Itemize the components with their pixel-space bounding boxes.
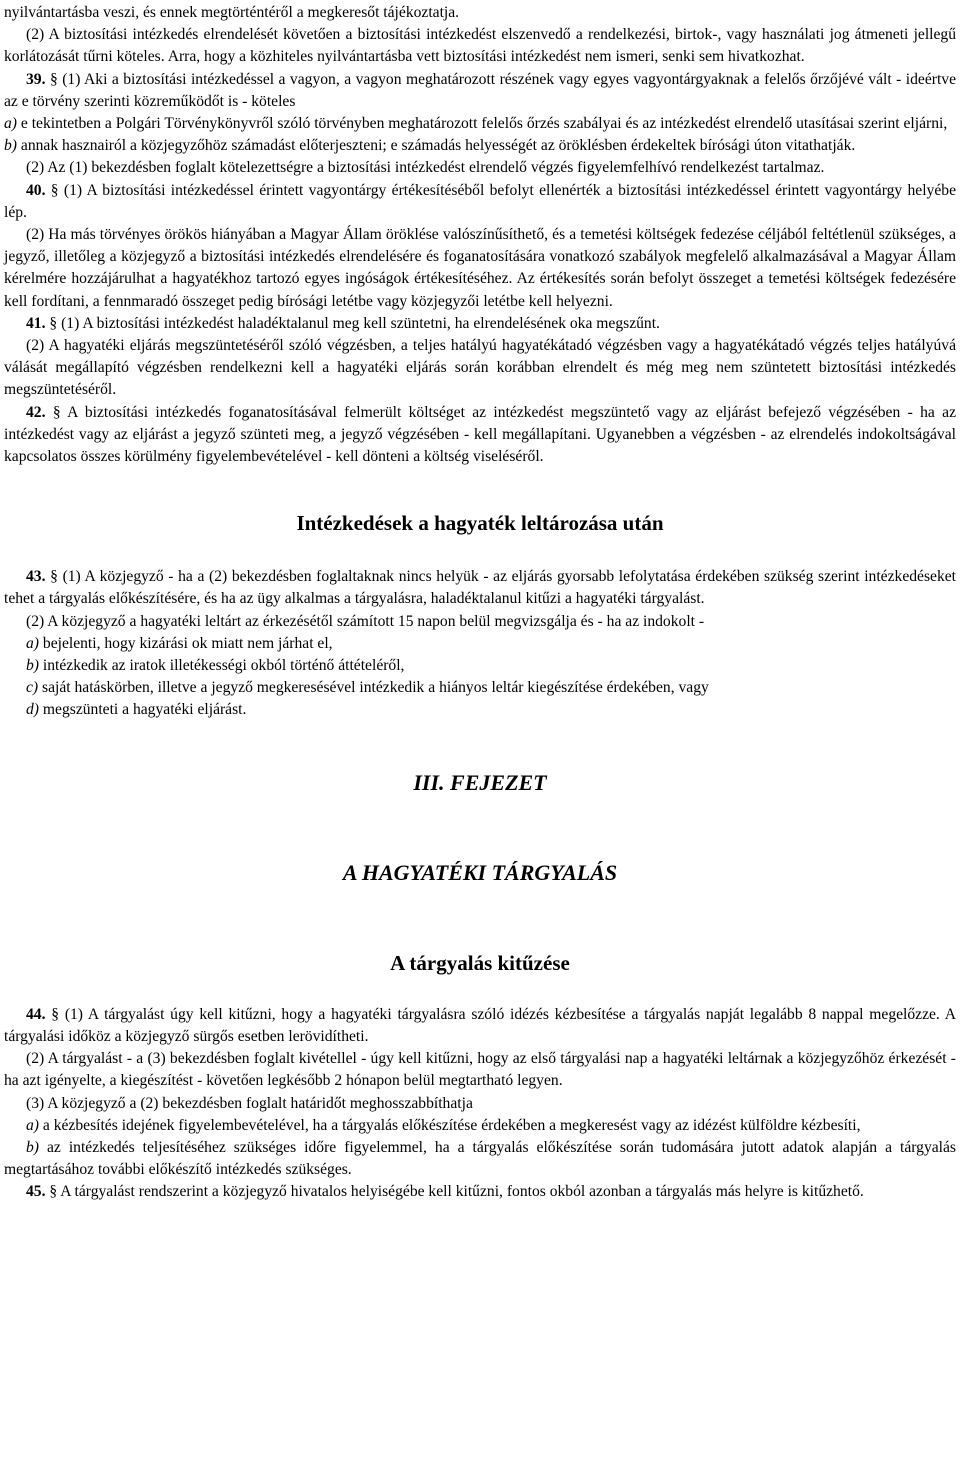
chapter-heading: III. FEJEZET	[413, 769, 547, 795]
list-item	[4, 1115, 956, 1137]
list-marker: a)	[26, 634, 39, 652]
list-marker: a)	[26, 1116, 39, 1134]
section-39	[4, 69, 956, 113]
paragraph-text: (2) A hagyatéki eljárás megszüntetéséről szóló végzésben, a teljes hatályú hagyatékátadó végzésben vagy a hagyatékátadó végzés teljes hatályúvá válását megállapító végzésben rendelkezni kell a hagyatéki eljárás során korábban elrendelt és még meg nem szüntetett biztosítási intézkedés megszüntetéséről.	[4, 337, 956, 399]
list-item	[4, 699, 956, 721]
section-number: 42.	[26, 403, 46, 421]
paragraph-text: (2) A biztosítási intézkedés elrendelését követően a biztosítási intézkedést elszenvedő a rendelkezési, birtok-, vagy használati jog átmeneti jellegű korlátozását tűrni köteles. Arra, hogy a közhiteles nyilvántartásba vett biztosítási intézkedést nem ismeri, senki sem hivatkozhat.	[4, 26, 956, 66]
paragraph-text: nyilvántartásba veszi, és ennek megtörténtéről a megkeresőt tájékoztatja.	[4, 4, 460, 21]
paragraph	[4, 157, 956, 179]
paragraph	[4, 1048, 956, 1092]
paragraph-text: (2) Ha más törvényes örökös hiányában a Magyar Állam öröklése valószínűsíthető, és a temetési költségek fedezése céljából feltétlenül szükséges, a jegyző, illetőleg a közjegyző a biztosítási intézkedés elrendelésére és foganatosítására vonatkozó szabályok megfelelő alkalmazásával a Magyar Állam kérelmére hozzájárulhat a hagyatékhoz tartozó egyes ingóságok értékesítéséhez. Az értékesítés során befolyt összeget a temetési költségek fedezésére kell fordítani, a fennmaradó összeget pedig bírósági letétbe vagy közjegyzői letétbe kell helyezni.	[4, 226, 956, 310]
paragraph-text: a kézbesítés idejének figyelembevételével, ha a tárgyalás előkészítése érdekében a megkeresést vagy az idézést külföldre kézbesíti,	[39, 1116, 861, 1134]
paragraph-text: § A tárgyalást rendszerint a közjegyző hivatalos helyiségébe kell kitűzni, fontos okból azonban a tárgyalás más helyre is kitűzhető.	[45, 1183, 864, 1201]
section-number: 45.	[26, 1183, 46, 1201]
paragraph-text: § (1) A biztosítási intézkedést haladéktalanul meg kell szüntetni, ha elrendelésének oka megszűnt.	[45, 314, 660, 332]
paragraph-text: annak hasznairól a közjegyzőhöz számadást előterjeszteni; e számadás helyességét az öröklésben érdekeltek bírósági úton vitathatják.	[17, 137, 856, 155]
paragraph-text: saját hatáskörben, illetve a jegyző megkeresésével intézkedik a hiányos leltár kiegészítése érdekében, vagy	[38, 679, 709, 697]
paragraph	[4, 24, 956, 68]
list-marker: b)	[26, 1138, 39, 1156]
paragraph-text: (2) A közjegyző a hagyatéki leltárt az érkezésétől számított 15 napon belül megvizsgálja és - ha az indokolt -	[26, 612, 705, 630]
section-number: 44.	[26, 1005, 46, 1023]
paragraph-text: § (1) A közjegyző - ha a (2) bekezdésben foglaltaknak nincs helyük - az eljárás gyorsabb lefolytatása érdekében szükség szerint intézkedéseket tehet a tárgyalás előkészítésére, és ha az ügy alkalmas a tárgyalásra, haladéktalanul kitűzi a hagyatéki tárgyalást.	[4, 568, 956, 608]
paragraph-text: § (1) A biztosítási intézkedéssel érintett vagyontárgy értékesítéséből befolyt ellenérték a biztosítási intézkedéssel érintett vagyontárgy helyébe lép.	[4, 181, 956, 221]
list-item	[4, 655, 956, 677]
paragraph	[4, 335, 956, 402]
section-45	[4, 1181, 956, 1203]
subtitle-heading: Intézkedések a hagyaték leltározása után	[296, 511, 664, 536]
paragraph	[4, 2, 956, 24]
paragraph-text: megszünteti a hagyatéki eljárást.	[39, 701, 247, 719]
paragraph	[4, 224, 956, 313]
list-item	[4, 633, 956, 655]
section-number: 41.	[26, 314, 46, 332]
list-item	[4, 677, 956, 699]
section-40	[4, 180, 956, 224]
paragraph-text: e tekintetben a Polgári Törvénykönyvről szóló törvényben meghatározott felelős őrzés szabályai és az intézkedést elrendelő utasításai szerint eljárni,	[17, 115, 948, 133]
paragraph-text: intézkedik az iratok illetékességi okból történő áttételéről,	[39, 657, 405, 675]
section-44	[4, 1004, 956, 1048]
paragraph-text: § (1) Aki a biztosítási intézkedéssel a vagyon, a vagyon meghatározott részének vagy egyes vagyontárgyaknak a felelős őrzőjévé vált - ideértve az e törvény szerinti közreműködőt is - köteles	[4, 70, 956, 110]
list-item	[4, 135, 956, 157]
section-number: 40.	[26, 181, 46, 199]
section-43	[4, 566, 956, 610]
list-marker: b)	[4, 137, 17, 155]
section-number: 39.	[26, 70, 46, 88]
section-number: 43.	[26, 568, 46, 586]
list-item	[4, 113, 956, 135]
list-marker: a)	[4, 115, 17, 133]
list-item	[4, 1137, 956, 1181]
list-marker: c)	[26, 679, 39, 697]
paragraph-text: § A biztosítási intézkedés foganatosításával felmerült költséget az intézkedést megszüntető vagy az eljárást befejező végzésében - ha az intézkedést vagy az eljárást a jegyző szünteti meg, a jegyző végzésében - kell megállapítani. Ugyanebben a végzésben - az elrendelés indokoltságával kapcsolatos összes körülmény figyelembevételével - kell dönteni a költség viseléséről.	[4, 403, 956, 466]
paragraph-text: az intézkedés teljesítéséhez szükséges időre figyelemmel, ha a tárgyalás előkészítése során tudomására jutott adatok alapján a tárgyalás megtartásához további előkészítő intézkedés szükséges.	[4, 1138, 956, 1179]
chapter-title: A HAGYATÉKI TÁRGYALÁS	[342, 859, 618, 885]
paragraph-text: § (1) A tárgyalást úgy kell kitűzni, hogy a hagyatéki tárgyalásra szóló idézés kézbesítése a tárgyalás napját legalább 8 nappal megelőzze. A tárgyalási időköz a közjegyző sürgős esetben lerövidítheti.	[4, 1005, 956, 1045]
subtitle-heading: A tárgyalás kitűzése	[390, 950, 570, 975]
paragraph-text: (3) A közjegyző a (2) bekezdésben foglalt határidőt meghosszabbíthatja	[26, 1094, 473, 1112]
paragraph	[4, 1093, 956, 1115]
section-42	[4, 402, 956, 469]
paragraph	[4, 611, 956, 633]
paragraph-text: (2) A tárgyalást - a (3) bekezdésben foglalt kivétellel - úgy kell kitűzni, hogy az első tárgyalási nap a hagyatéki leltárnak a közjegyzőhöz érkezését - ha azt igényelte, a kiegészítést - követően legkésőbb 2 hónapon belül megtartható legyen.	[4, 1050, 956, 1090]
paragraph-text: (2) Az (1) bekezdésben foglalt kötelezettségre a biztosítási intézkedést elrendelő végzés figyelemfelhívó rendelkezést tartalmaz.	[26, 159, 825, 177]
paragraph-text: bejelenti, hogy kizárási ok miatt nem járhat el,	[39, 634, 333, 652]
list-marker: b)	[26, 657, 39, 675]
section-41	[4, 313, 956, 335]
list-marker: d)	[26, 701, 39, 719]
